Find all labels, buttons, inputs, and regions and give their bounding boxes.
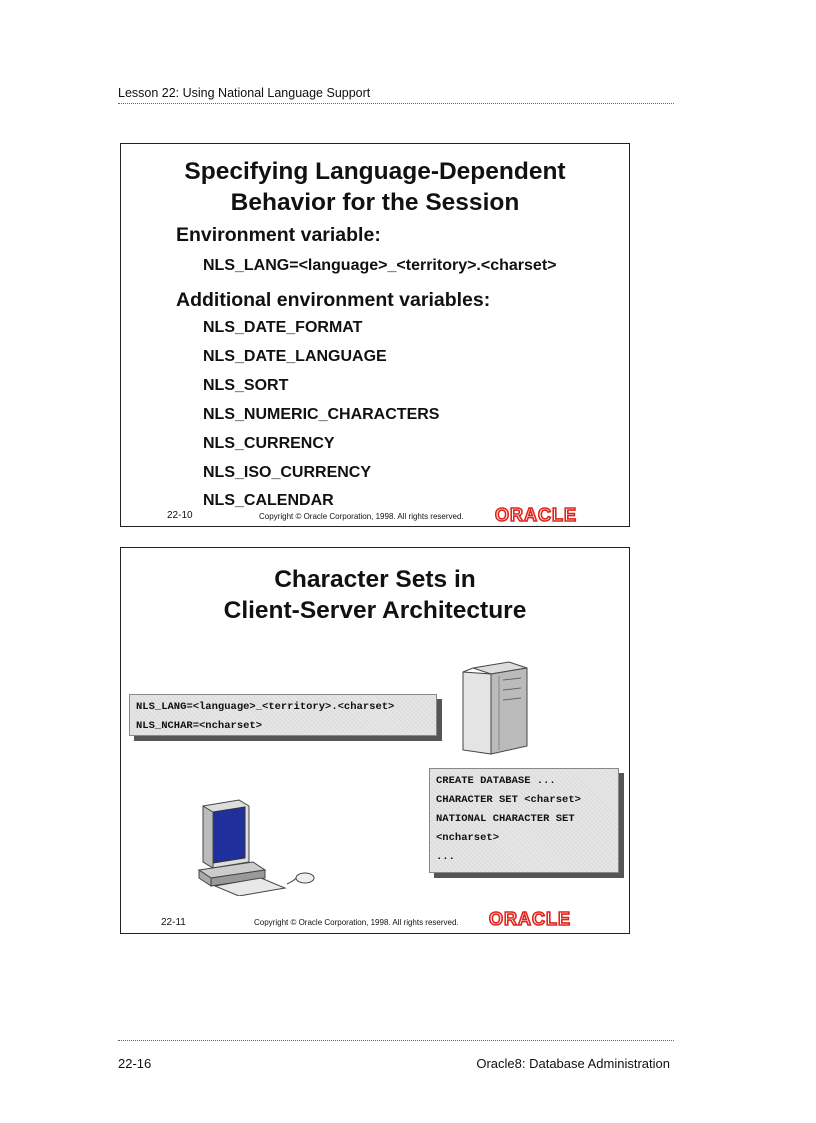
- section-heading-additional: Additional environment variables:: [176, 289, 491, 311]
- slide-title-line2: Behavior for the Session: [230, 189, 520, 216]
- list-item: NLS_NUMERIC_CHARACTERS: [203, 406, 440, 423]
- code-line: <ncharset>: [436, 832, 500, 844]
- section-heading-environment: Environment variable:: [176, 224, 381, 246]
- copyright-notice: Copyright © Oracle Corporation, 1998. All rights reserved.: [254, 918, 459, 927]
- list-item: NLS_CALENDAR: [203, 492, 334, 509]
- slide-title-line2: Client-Server Architecture: [223, 597, 527, 624]
- code-line: CREATE DATABASE ...: [436, 775, 556, 787]
- svg-text:ORACLE: ORACLE: [495, 506, 577, 524]
- svg-text:ORACLE: ORACLE: [489, 910, 571, 928]
- list-item: NLS_SORT: [203, 377, 289, 394]
- copyright-notice: Copyright © Oracle Corporation, 1998. All rights reserved.: [259, 512, 464, 521]
- list-item: NLS_DATE_LANGUAGE: [203, 348, 387, 365]
- code-line: NATIONAL CHARACTER SET: [436, 813, 575, 825]
- slide-22-11: [120, 547, 630, 934]
- server-icon: [461, 660, 531, 758]
- client-nls-box: [129, 694, 437, 736]
- book-title: Oracle8: Database Administration: [476, 1056, 670, 1071]
- client-nls-nchar-line: NLS_NCHAR=<ncharset>: [136, 720, 263, 732]
- oracle-logo: [495, 506, 595, 524]
- client-computer-icon: [195, 798, 327, 896]
- code-line: CHARACTER SET <charset>: [436, 794, 581, 806]
- list-item: NLS_CURRENCY: [203, 435, 335, 452]
- slide-22-10: [120, 143, 630, 527]
- header-divider: [118, 103, 674, 104]
- slide-title-line1: Character Sets in: [274, 566, 476, 593]
- page-header-title: Lesson 22: Using National Language Support: [118, 86, 371, 100]
- slide-number: 22-11: [161, 917, 186, 928]
- nls-lang-syntax: NLS_LANG=<language>_<territory>.<charset>: [203, 257, 557, 274]
- code-line: ...: [436, 851, 455, 863]
- page-number: 22-16: [118, 1056, 152, 1071]
- slide-title-line1: Specifying Language-Dependent: [184, 158, 566, 185]
- list-item: NLS_ISO_CURRENCY: [203, 464, 372, 481]
- slide-number: 22-10: [167, 510, 193, 521]
- oracle-logo: [489, 910, 589, 928]
- client-nls-lang-line: NLS_LANG=<language>_<territory>.<charset>: [136, 701, 395, 713]
- list-item: NLS_DATE_FORMAT: [203, 319, 363, 336]
- footer-divider: [118, 1040, 674, 1041]
- server-create-database-box: [429, 768, 619, 873]
